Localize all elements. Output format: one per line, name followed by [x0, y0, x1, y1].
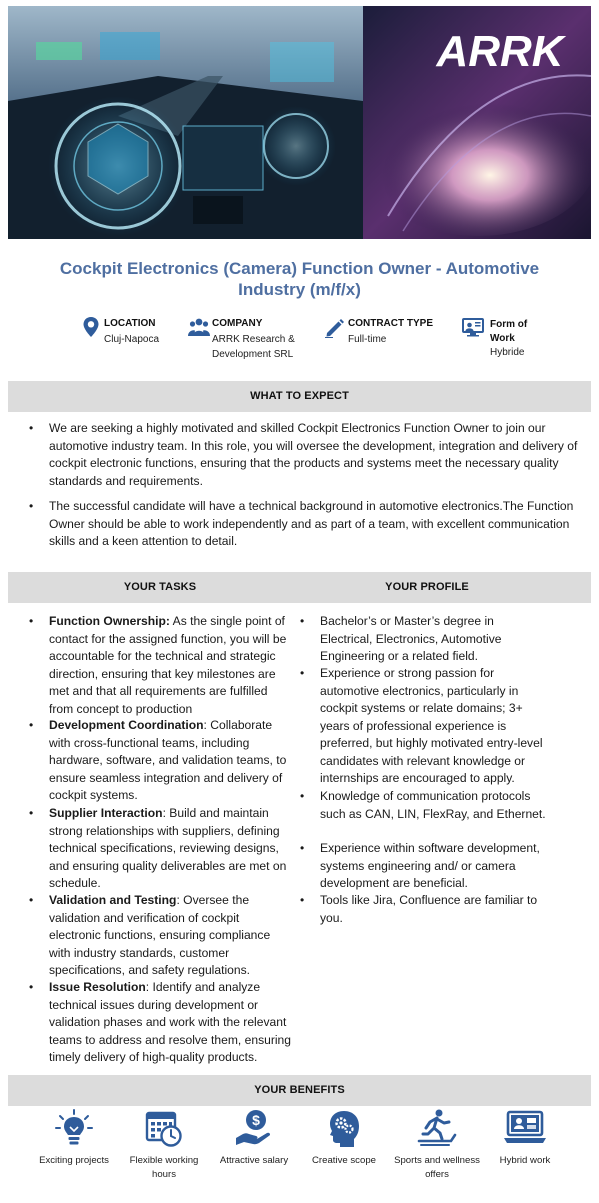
svg-text:ARRK: ARRK [436, 27, 564, 76]
benefit-item [392, 1108, 482, 1182]
benefit-label: Sports and wellness offers [394, 1155, 480, 1180]
fact-label: CONTRACT TYPE [348, 318, 433, 329]
task-text: : Oversee the validation and verification of cockpit electronic functions, ensuring compliance with industry standards, customer specifications, and safety regulations. [49, 893, 271, 977]
fact-value: Hybride [490, 347, 525, 358]
task-item [49, 979, 293, 1067]
expect-item: • We are seeking a highly motivated and skilled Cockpit Electronics Function Owner to join our automotive industry team. In this role, you will oversee the development, integration and delivery of cockpit electronic functions, ensuring that the products and systems meet the necessary quality standards and requirements. [49, 420, 579, 490]
section-header-expect [8, 381, 591, 412]
profile-item: • Experience or strong passion for automotive electronics, particularly in cockpit systems or relate domains; 3+ years of professional experience is preferred, but highly motivated entry-level candidates with relevant knowledge or internships are encouraged to apply. [320, 665, 546, 788]
benefits-list [0, 1108, 599, 1198]
calendar-clock-icon [144, 1108, 184, 1148]
profile-item: • Bachelor’s or Master’s degree in Electrical, Electronics, Automotive Engineering or a related field. [320, 613, 546, 666]
section-heading: WHAT TO EXPECT [250, 390, 349, 402]
task-title: Function Ownership: [49, 614, 170, 628]
section-heading: YOUR BENEFITS [254, 1084, 345, 1096]
laptop-video-icon [503, 1108, 547, 1148]
benefit-label: Creative scope [312, 1155, 376, 1166]
company-people-icon [188, 316, 210, 338]
head-gears-icon [324, 1108, 364, 1148]
monitor-work-icon [462, 316, 484, 338]
job-facts [0, 316, 599, 366]
job-title: Cockpit Electronics (Camera) Function Owner - Automotive Industry (m/f/x) [59, 259, 540, 299]
lightbulb-icon [54, 1108, 94, 1148]
task-text: : Collaborate with cross-functional teams, including hardware, software, and validation teams, to ensure seamless integration and delivery of cockpit systems. [49, 718, 287, 802]
benefit-item [299, 1108, 389, 1168]
benefit-item [480, 1108, 570, 1168]
fact-label: COMPANY [212, 318, 263, 329]
hero-banner-image [8, 6, 591, 239]
benefit-label: Flexible working hours [129, 1155, 199, 1180]
benefit-label: Attractive salary [219, 1155, 289, 1166]
pen-contract-icon [324, 316, 346, 338]
hand-coin-icon [234, 1108, 274, 1148]
task-item [49, 892, 293, 980]
section-header-benefits [8, 1075, 591, 1106]
benefit-item [209, 1108, 299, 1168]
location-pin-icon [80, 316, 102, 338]
profile-item: • Experience within software development, systems engineering and/ or camera development are beneficial. [320, 840, 546, 893]
task-title: Development Coordination [49, 718, 204, 732]
svg-text:$: $ [252, 1112, 260, 1128]
section-header-tasks-profile [8, 572, 591, 603]
task-item [49, 805, 293, 893]
profile-item: • Tools like Jira, Confluence are familiar to you. [320, 892, 546, 927]
benefit-item [29, 1108, 119, 1168]
fact-value: ARRK Research & Development SRL [212, 334, 295, 360]
section-heading-tasks: YOUR TASKS [123, 581, 197, 593]
task-title: Supplier Interaction [49, 806, 163, 820]
arrk-logo [435, 27, 566, 76]
fact-value: Full-time [348, 334, 387, 345]
fact-value: Cluj-Napoca [104, 334, 160, 345]
profile-item: • Knowledge of communication protocols such as CAN, LIN, FlexRay, and Ethernet. [320, 788, 546, 823]
task-text: As the single point of contact for the assigned function, you will be accountable for the technical and strategic direction, ensuring that key milestones are met and that all requirements are fulfilled from concept to production [49, 614, 287, 716]
treadmill-runner-icon [417, 1108, 457, 1148]
benefit-label: Hybrid work [499, 1155, 551, 1166]
task-text: : Build and maintain strong relationships with suppliers, defining technical specifications, reviewing designs, and ensuring quality deliverables are met on schedule. [49, 806, 287, 890]
task-title: Issue Resolution [49, 980, 146, 994]
fact-label: LOCATION [104, 318, 156, 329]
expect-item: • The successful candidate will have a technical background in automotive electronics.The Function Owner should be able to work independently and as part of a team, with excellent communication skills and a keen attention to detail. [49, 498, 579, 551]
task-item [49, 717, 293, 805]
fact-label: Form of Work [490, 319, 528, 344]
benefit-label: Exciting projects [39, 1155, 109, 1166]
task-item [49, 613, 293, 718]
task-title: Validation and Testing [49, 893, 177, 907]
benefit-item [119, 1108, 209, 1182]
section-heading-profile: YOUR PROFILE [385, 581, 469, 593]
task-text: : Identify and analyze technical issues during development or validation phases and work with the relevant teams to address and resolve them, ensuring timely delivery of high-quality products. [49, 980, 292, 1064]
